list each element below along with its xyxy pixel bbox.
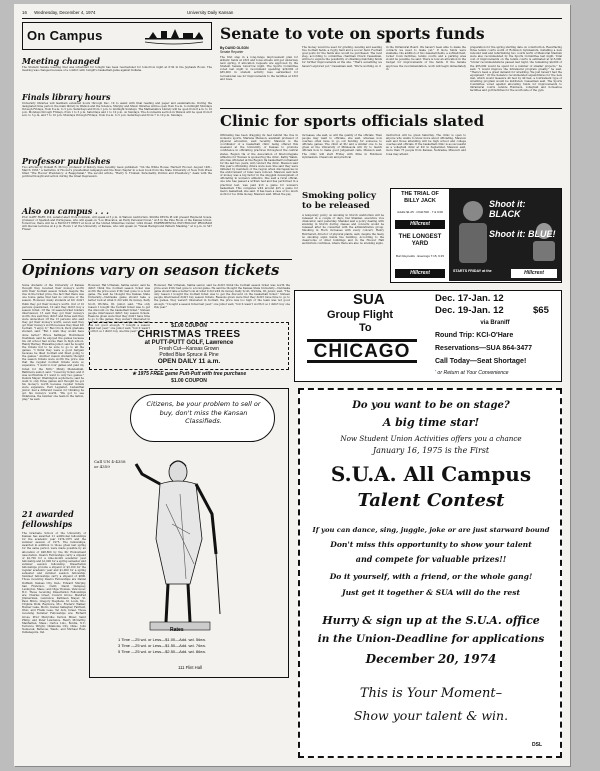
to-label: To	[359, 322, 372, 334]
classified-ad	[89, 388, 289, 678]
theater-badge: Hillcrest	[395, 269, 445, 278]
speech-bubble	[130, 394, 275, 442]
tickets-headline: Opinions vary on season tickets	[22, 262, 280, 279]
page-header	[22, 10, 562, 18]
coupon-line6: ★ 1975 FREE game Putt-Putt with tree purchase	[131, 371, 247, 377]
talent-line7: If you can dance, sing, juggle, joke or are just starward bound	[312, 526, 550, 534]
speech-bubble-text: Citizens, be your problem to sell or buy, don't miss the Kansan Classifieds.	[146, 400, 261, 425]
newspaper-page	[14, 4, 570, 766]
campus-skyline-icon	[143, 26, 207, 46]
rate-row: 3 Time —25 wd. or Less—$1.50—Add. wd. 7¢ea.	[118, 643, 206, 648]
group-flight-label: Group Flight	[327, 309, 393, 321]
tickets-column-1: Some students of the University of Kansas thought they received their money's worth with their football season tickets despite the rise in the ticket price, the fact that there was one home game that had no outcome of the season. However, many students at KU didn't think they got their money's worth. Out of 10 persons questioned, 10 said they didn't buy a season ticket. Of the 10 season-ticket holders interviewed, 13 said they got their money's worth, five said they didn't and three said they were undecided. Of the 13 persons who said they got their money's worth, seven said they got their money's worth because they liked KU football. "I enjoy it," Rex Crock, Peck graduate student, said. "But I wish they would have done better." Bruce Salfinger, Hutchinson freshman, said he enjoyed the games because his old school had worse than in high school. Randy Barney, Hiawatha junior, said he bought the tickets but to be sure to go to all the games. "I think they were a good bargain because he liked football and liked going to the games." Another reason students thought the season tickets were worth the price was that the regular football tickets were so expensive. "I went to four games and paid my ticket for the 50th," Mindy Mendenhall, Baltimore senior, said. "I used my ticket, and it was worthwhile if I went to only two games." Dennis Mayer, Washington sophomore, said he went to only three games and thought he got his money's worth because regular tickets were expensive. Earl Legleiter, Liebenthal junior, had a different reason for thinking he got his money's worth. "We got to see Oklahoma, the number one team in the nation, play," he said.	[22, 284, 84, 402]
on-campus-title: On Campus	[27, 28, 103, 43]
clinic-column-3: instruction will be given Saturday. The clinic is open to anyone who wants to know more about officiating, Mawson said and those attending will be high school and college coaches and officials. If the basketball clinic is as successful as a volleyball clinic at KU in September, Mawson said, more than 75 people from Kansas, Nebraska, Missouri and Iowa may attend.	[386, 134, 466, 156]
starts-friday: STARTS FRIDAY at the	[453, 269, 492, 273]
theater-badge: Hillcrest	[395, 220, 445, 229]
talent-line8: Don't miss this opportunity to show your talent	[330, 540, 532, 549]
senate-headline: Senate to vote on sports funds	[220, 24, 485, 43]
classified-address: 111 Flint Hall	[178, 665, 202, 670]
coupon-line5: OPEN DAILY 11 a.m.	[157, 358, 221, 365]
professor-publishes-body: Two articles by Donald R. McCoy, professor of history, have recently been published. "On the White House: Herbert Hoover, August 1931–March 1933," a narrative of Hoover's presidential campaign and the final chapter in a new book from the State University of New York Press titled "The Hoover Presidency: A Reappraisal." The second article, "Harry S. Truman: Personality, Politics and Presidency," deals with the political thought and action during the Great Depression.	[22, 166, 212, 179]
sua-label: SUA	[353, 291, 385, 308]
talent-line10: Do it yourself, with a friend, or the whole gang!	[329, 572, 533, 581]
chicago-wordmark: CHICAGO	[307, 339, 417, 363]
talent-contest-ad	[298, 388, 562, 758]
tickets-column-3: However, Hal Urbanek, Salina senior, said he didn't think the football season ticket was worth the price even if KU had gone to a bowl game. He said he thought the Kansas State University—Nebraska game should take a better look at what it did with its money. Kelly Scott, Wichita, III, junior, said, "The only reason I bought the football ticket was to get the discount on the basketball ticket." Sixteen people interviewed didn't buy season tickets. Reasons given were that they didn't have time to go to the games, they weren't interested in football, the price was too high or the team was not good enough. "I bought a season ticket last year," one junior said, "but it wasn't worth it so I didn't buy one this year."	[154, 284, 290, 309]
sua-flight-ad	[294, 290, 562, 382]
clinic-column-1: Officiating has been dragging its feet behind the rise in women's sports, Marlene Mawson, assistant professor of physical education, said recently. Mawson is the coordinator of a basketball clinic being offered this weekend at the University of Kansas to promote confidence in officiating practices throughout the central states. Region IIa of the Association of Intercollegiate Athletics for Women is sponsoring the clinic. Kathy Walsh, who has officiated at the Region IIa basketball tournament for the last two years, will conduct the clinic. Mawson said this year's officiating clinics were new. She said they were initiated by members of the region when discrepancies in the enforcement of rules were noticed. Mawson said lack of money was a big factor in the sluggish development of officiating in women's athletics. She said a rural official, one who has passed a written test and has performed in a practical test, was paid $10 a game for women's basketball. This compares with around $25 a game for men's basketball, she said. It has been a case of too much work for too little money, Mawson said. When the pay	[220, 134, 298, 196]
talent-line11: Just get it together & SUA will do the rest	[342, 588, 520, 597]
fellowships-headline: 21 awarded fellowships	[22, 509, 74, 529]
also-on-campus-heading: Also on campus . . .	[22, 206, 109, 216]
senate-column-1: The first step in a long-range improvement plan for athletic fields at 23rd and Iowa streets will get underway next spring, if allocation requests are approved by the Student Senate tomorrow night. The Sports Committee voted last night to recommend spending $29,000 of $65,000 in student activity fees earmarked for recreational use for improvements to the facilities at 23rd and Iowa.	[220, 56, 298, 81]
longest-yard-title: THE LONGEST YARD	[398, 234, 442, 247]
senate-byline-title: Senate Reporter	[220, 50, 244, 54]
round-trip: Round Trip: KCI-O'Hare	[435, 332, 514, 339]
flight-dates-1: Dec. 17-Jan. 12	[435, 293, 504, 304]
page-number: 16	[22, 10, 27, 15]
smoking-body: A temporary policy on smoking in Storch Auditorium will be released in a couple of days, Del Shankel, executive vice chancellor, said yesterday. Shankel said a policy dealing with smoking in Storch during classes and concerts would be released after he consulted with the administrative group. Smoking in Hoch increases with every concert, Henry Butchereit, director of physical plants, said, despite the many no smoking signs inside the building. According to the classrooms of other buildings and in the Hoover Hall auditorium continues, where there are also no smoking signs.	[302, 214, 384, 245]
theater-badge: Hillcrest	[511, 269, 557, 278]
flight-dates-2: Dec. 19-Jan. 12	[435, 305, 504, 316]
shoot-it-poster	[449, 189, 561, 281]
clinic-column-2: increases, she said, so will the quality of the officials. Then people may want to officiate, she said, whereas now coaches often have to go out hunting for someone to officiate games. The clinic at KU and a similar one to be given at the University of Minnesota will try to match officials how to make good judgement calls, Mawson said. The clinic will start Friday with films in Robinson Gymnasium. Classroom and practical	[302, 134, 382, 159]
talent-line2: A big time star!	[382, 416, 480, 429]
return-note: ' or Return at Your Convenience	[435, 370, 509, 376]
talent-line13: in the Union-Deadline for applications	[317, 633, 545, 645]
clinic-headline: Clinic for sports officials slated	[220, 112, 485, 130]
movie-character-icon	[453, 197, 493, 267]
rates-list	[118, 637, 206, 655]
also-on-campus-body: Prof. GARY HART, U.S. senator-elect from Colorado, will speak at 3 p.m. in Watson Auditorium. SIGMA DELTA PI will present Raymond Souza, professor of Spanish and Portuguese, who will speak on "Los Muscatos, an Early Personal Novel," at 8 in the Pine Room of the Kansas Union. Tomorrow, there will be a FACULTY PRINT at noon at the United Ministries Center, 1204 Oread. EXPERIMENTAL PSYCHOLOGY PROGRAM will discuss lectures at 4 p.m. Room 1 at the University of Kansas, who will speak on "Visual Background Pattern Masking," at 4 p.m. in 547 Fraser.	[22, 216, 212, 232]
coupon-line2: at PUTT-PUTT GOLF, Lawrence	[144, 340, 234, 346]
talent-line6: Talent Contest	[357, 490, 505, 511]
talent-line16: Show your talent & win.	[353, 708, 509, 723]
longest-yard-info: Burt Reynolds · Evenings 7:15, 9:15	[395, 254, 445, 258]
page-date: Wednesday, December 4, 1974	[34, 10, 96, 15]
coupon-bottom-label: $1.00 COUPON	[171, 378, 207, 384]
call-today: Call Today—Seat Shortage!	[435, 358, 527, 365]
finals-library-heading: Finals library hours	[22, 92, 111, 102]
talent-line5: S.U.A. All Campus	[330, 462, 532, 486]
movie-ad	[390, 188, 562, 283]
rates-heading: Rates	[170, 627, 184, 633]
tickets-column-2: However, Hal Urbanek, Salina senior, said he didn't think the football season ticket was worth the price even if KU had gone to a bowl game. He said he thought the Kansas State University—Nebraska game should take a better look at what it did with its money. Kelly Scott, Wichita, III, junior, said, "The only reason I bought the football ticket was to get the discount on the basketball ticket." Sixteen people interviewed didn't buy season tickets. Reasons given were that they didn't have time to go to the games, they weren't interested in football, the price was too high or the team was not good enough. "I bought a season ticket last year," one junior said, "but it wasn't worth it so I didn't buy one this year."	[88, 284, 150, 334]
meeting-changed-heading: Meeting changed	[22, 56, 100, 66]
roman-statue-icon	[120, 444, 240, 634]
trial-title: THE TRIAL OF BILLY JACK	[401, 191, 439, 204]
via-airline: via Braniff	[480, 320, 510, 326]
reservations: Reservations—SUA 864-3477	[435, 345, 533, 352]
talent-line14: December 20, 1974	[365, 652, 497, 666]
meeting-changed-body: The Student Senate meeting that was scheduled for tonight has been rescheduled for tomorrow night at 6:30 in the Jayhawk Room. The meeting was changed because of a conflict with tonight's basketball game against Indiana.	[22, 66, 212, 73]
finals-library-body: University libraries will maintain extended hours through Dec. 19 to assist with final reading and paper and examinations. During the designated time period, the main library in Watson and the Science, Murphy and Music libraries will be open from 8 a.m. to midnight Mondays through Fridays, from 8 a.m. to 5 p.m. Saturdays and from 1 p.m. to midnight Sundays. The Mathematics Library will be open from 8 a.m. to 10 p.m. Mondays through Fridays, from 1 to 5 p.m. Saturdays and 1 to 10 p.m. on Sundays. The documents section in Watson will be open from 8 a.m. to 5 p.m. and 7 to 10 p.m. Mondays through Fridays, from 9 a.m. to 5 p.m. Saturdays and from 7 to 10 p.m. Sundays.	[22, 102, 212, 118]
talent-line4: January 16, 1975 is the First	[372, 446, 490, 455]
call-in-text: Call UN 4-4358 or 4359	[94, 459, 126, 469]
fellowships-body: The Graduate School of the University of Kansas has awarded 21 additional fellowships for the academic year 1974-1975 and the summer session of 1975. The fellowships, awarded in addition to those given last spring for the same period, were made possible by an allocation of $98,800 by the KU Endowment Association. Dean's Fellowships carry a stipend of $2,700 for a nine-month academic year fellowship and $1,000 for a spring semester and summer session fellowship. Dissertation fellowships provide a stipend of $3,100 for the regular academic year and $1,000 for a spring semester and summer session fellowship. Summer fellowships carry a stipend of $800. Those receiving Dean's Fellowships are Daniel Duffield, Kansas City, Kan.; Edward Murphy, San Francisco, Calif.; David Dempsey, Lexington, Mass.; and Olga Thomas, Vancouver, B.C. Those receiving Dissertation Fellowships are: Charles Greer, Council Grove; Manfred Jimmerman, Lawrence; Kathleen Mayer, St. Paul, Minn.; Gregory Stephens, St. Louis, Mo.; Virginia Wolk, Raymore, Mo.; Frederic Walker, Bonner Lake, Mont.; Daniel Gallagher, Fairfield, Ohio; and Frank Lesa, Tel Aviv, Israel. Those receiving Summer Fellowships are: Richard Gross, Prior Maryville; Vernon Mixer, Saint Philip; and Peter Lawrence. Henry McCarthy, Manhattan, Mass.; Carlos Lino, Bonita, N.Y.; Terrence Wright, Oklahoma City, Okla.; John Nemecek, Bellevue, Wash.; and Michael Rust, Indianapolis, Ind.	[22, 532, 86, 634]
talent-line12: Hurry & sign up at the S.U.A. office	[322, 614, 540, 627]
senate-column-2: The money would be used for grading, leveling and seeding five football fields, a rugby field and a soccer field. Football goal posts for the fields also would be purchased. The next step, according to committee chairman Chuck Casselman, will be to explore the possibility of obtaining matching funds for further improvements at the site. "That's something we haven't explored yet," Casselman said. "We're working on it	[302, 46, 382, 68]
christmas-tree-coupon	[89, 322, 289, 370]
movie-character-icon	[529, 221, 559, 261]
smoking-headline: Smoking policy to be released	[302, 191, 376, 211]
on-campus-banner	[22, 22, 212, 50]
talent-line1: Do you want to be on stage?	[352, 400, 510, 411]
paper-name: University Daily Kansan	[187, 10, 234, 15]
flight-price: $65	[533, 305, 549, 316]
rate-row: 1 Time —25 wd. or Less—$1.00—Add. wd. 5¢ea.	[118, 637, 206, 642]
professor-publishes-heading: Professor publishes	[22, 156, 111, 166]
coupon-line1: CHRISTMAS TREES	[137, 329, 241, 340]
rate-row: 5 Time —25 wd. or Less—$2.50—Add. wd. 8¢ea.	[118, 649, 206, 654]
shoot-it-blue: Shoot it: BLUE!	[489, 229, 556, 239]
senate-column-3: in the Intramural Board. We haven't been able to make the contacts we need to make yet." If more funds were available, the addition of two baseball fields, a softball field, locker room facilities, tennis courts and a parking area would be possible, he said. There is now an allocation in the budget for improvements of the fields. If the Senate approves the recommendation, work will begin immediately in	[386, 46, 466, 71]
trial-info: Adults $1.25 · Child 50¢ · 7 & 9:00	[397, 210, 443, 214]
senate-column-4: preparation for the spring starting date on construction. Resurfacing three tennis courts south of Robinson Gymnasium, installing a new rebound wall and refurbishing two courts north of Memorial Stadium were also recommended by the Sports Committee last night. Total cost of improvements on the tennis courts is estimated at $15,000. "Under recommendations passed last night, the remaining $4,000 of the $65,000 would be spent for a number of smaller projects," he said. "I would improve the intramural program greatly," he said. "There's been a great demand for wrestling. We just haven't had the equipment." Of the Senate's recommended expenditures for the new mat, which would measure 40 feet by 40 feet, a tournament type of wrestling program would be instituted, Casselman said. The Sports Committee voted against allocating funds for improvements to intramural courts outside Robinson, volleyball and horseshoe facilities and golf facilities for the south side of the gym.	[470, 46, 562, 93]
artist-signature: DSL	[532, 742, 542, 748]
coupon-line3: Fresh Cut—Kansas Grown	[159, 346, 219, 352]
talent-line3: Now Student Union Activities offers you a chance	[340, 434, 522, 443]
on-campus-sections	[22, 56, 212, 256]
talent-line9: and compete for valuable prizes!!	[355, 554, 507, 564]
talent-line15: This is Your Moment–	[359, 686, 503, 701]
coupon-line4: Potted Blue Spruce & Pine	[159, 351, 219, 358]
shoot-it-black: Shoot it: BLACK	[489, 199, 526, 219]
coupon-top-label: $1.00 COUPON	[171, 323, 207, 329]
senate-byline: By DAVID OLSON	[220, 46, 249, 50]
